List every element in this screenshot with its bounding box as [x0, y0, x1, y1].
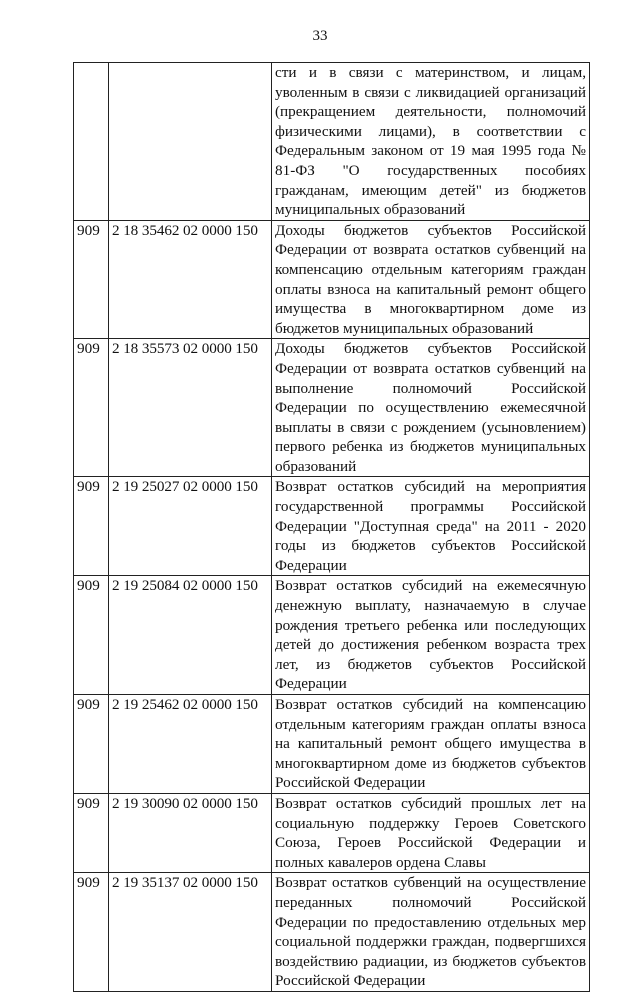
admin-code-cell: 909: [74, 477, 109, 576]
budget-classification-table: [73, 62, 590, 992]
revenue-name-cell: сти и в связи с материнством, и лицам, уволенным в связи с ликвидацией организаций (прекращением деятельности, полномочий физическими лицами), в соответствии с Федеральным законом от 19 мая 1995 года № 81-ФЗ "О государственных пособиях гражданам, имеющим детей" из бюджетов муниципальных образований: [272, 63, 590, 221]
admin-code-cell: 909: [74, 339, 109, 477]
revenue-name-cell: Возврат остатков субсидий прошлых лет на социальную поддержку Героев Советского Союза, Героев Российской Федерации и полных кавалеров ордена Славы: [272, 793, 590, 872]
admin-code-cell: 909: [74, 695, 109, 794]
budget-code-cell: 2 18 35462 02 0000 150: [109, 220, 272, 339]
table-row: [74, 793, 590, 872]
revenue-name-cell: Возврат остатков субсидий на компенсацию отдельным категориям граждан оплаты взноса на капитальный ремонт общего имущества в многоквартирном доме из бюджетов субъектов Российской Федерации: [272, 695, 590, 794]
revenue-name-cell: Доходы бюджетов субъектов Российской Федерации от возврата остатков субвенций на компенсацию отдельным категориям граждан оплаты взноса на капитальный ремонт общего имущества в многоквартирном доме из бюджетов муниципальных образований: [272, 220, 590, 339]
admin-code-cell: [74, 63, 109, 221]
budget-code-cell: 2 19 35137 02 0000 150: [109, 873, 272, 992]
budget-code-cell: 2 19 30090 02 0000 150: [109, 793, 272, 872]
table-row: [74, 339, 590, 477]
revenue-name-cell: Возврат остатков субсидий на ежемесячную денежную выплату, назначаемую в случае рождения третьего ребенка или последующих детей до достижения ребенком возраста трех лет, из бюджетов субъектов Российской Федерации: [272, 576, 590, 695]
admin-code-cell: 909: [74, 793, 109, 872]
table-row: [74, 695, 590, 794]
table-body: [74, 63, 590, 992]
admin-code-cell: 909: [74, 220, 109, 339]
table-row: [74, 576, 590, 695]
budget-code-cell: 2 19 25462 02 0000 150: [109, 695, 272, 794]
table-row: [74, 63, 590, 221]
admin-code-cell: 909: [74, 576, 109, 695]
budget-code-cell: [109, 63, 272, 221]
admin-code-cell: 909: [74, 873, 109, 992]
revenue-name-cell: Доходы бюджетов субъектов Российской Федерации от возврата остатков субвенций на выполнение полномочий Российской Федерации по осуществлению ежемесячной выплаты в связи с рождением (усыновлением) первого ребенка из бюджетов муниципальных образований: [272, 339, 590, 477]
budget-code-cell: 2 18 35573 02 0000 150: [109, 339, 272, 477]
table-row: [74, 873, 590, 992]
revenue-name-cell: Возврат остатков субсидий на мероприятия государственной программы Российской Федерации "Доступная среда" на 2011 - 2020 годы из бюджетов субъектов Российской Федерации: [272, 477, 590, 576]
table-row: [74, 477, 590, 576]
budget-code-cell: 2 19 25027 02 0000 150: [109, 477, 272, 576]
table-row: [74, 220, 590, 339]
budget-code-cell: 2 19 25084 02 0000 150: [109, 576, 272, 695]
page-number: 33: [312, 28, 328, 44]
revenue-name-cell: Возврат остатков субвенций на осуществление переданных полномочий Российской Федерации по предоставлению отдельных мер социальной поддержки граждан, подвергшихся воздействию радиации, из бюджетов субъектов Российской Федерации: [272, 873, 590, 992]
